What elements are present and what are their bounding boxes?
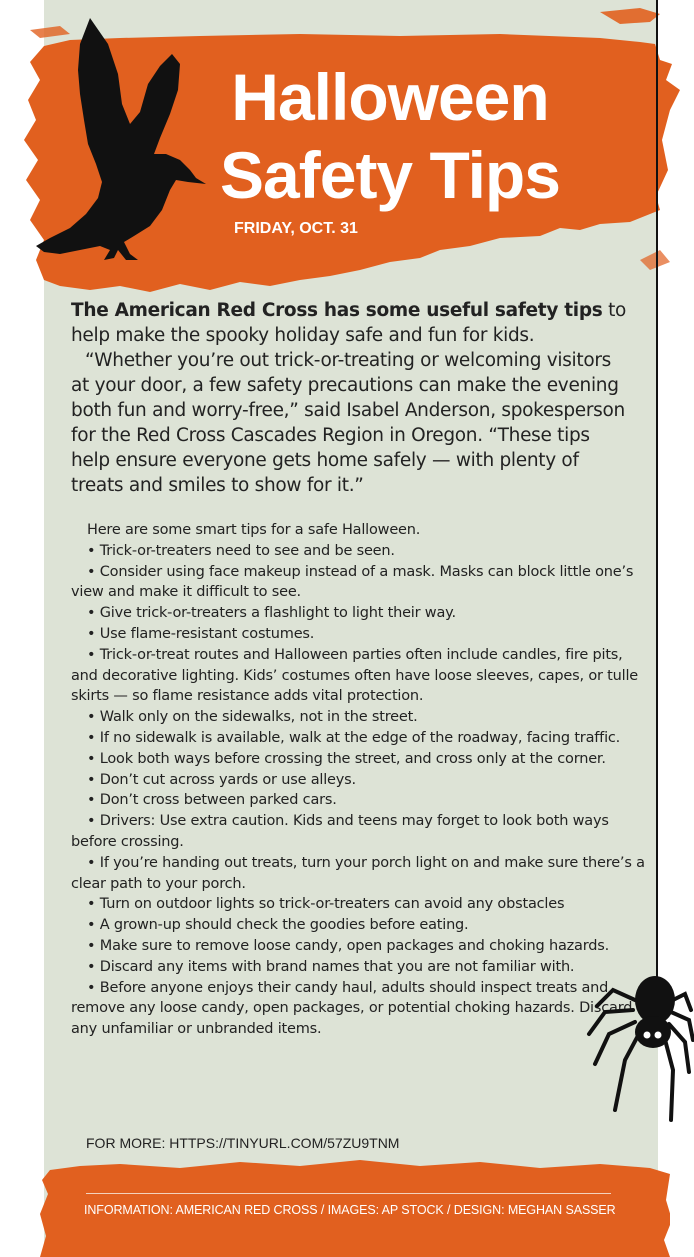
event-date: FRIDAY, OCT. 31 xyxy=(234,220,358,237)
tip-item: • Give trick-or-treaters a flashlight to light their way. xyxy=(87,605,456,622)
tips-heading: Here are some smart tips for a safe Halloween. xyxy=(87,522,421,538)
tip-item: • Use flame-resistant costumes. xyxy=(87,625,315,642)
footer-credits: INFORMATION: AMERICAN RED CROSS / IMAGES: AP STOCK / DESIGN: MEGHAN SASSER xyxy=(84,1203,616,1217)
tip-item: • Walk only on the sidewalks, not in the street. xyxy=(87,709,418,726)
intro-lead-rest: to help make the spooky holiday safe and fun for kids. xyxy=(71,300,627,346)
tip-item: • Don’t cut across yards or use alleys. xyxy=(87,771,356,788)
tip-item: • Look both ways before crossing the street, and cross only at the corner. xyxy=(87,750,606,767)
tip-item: • Turn on outdoor lights so trick-or-treaters can avoid any obstacles xyxy=(87,896,565,913)
intro-quote: “Whether you’re out trick-or-treating or welcoming visitors at your door, a few safety precautions can make the evening both fun and worry-free,” said Isabel Anderson, spokesperson for the Red Cross Cascades Region in Oregon. “These tips help ensure everyone gets home safely — with plenty of treats and smiles to show for it.” xyxy=(71,350,625,496)
title-line-1: Halloween xyxy=(231,60,549,134)
intro-section xyxy=(71,298,631,498)
tip-item: • Make sure to remove loose candy, open packages and choking hazards. xyxy=(87,937,609,954)
tips-list xyxy=(71,520,646,1040)
tip-item: • A grown-up should check the goodies before eating. xyxy=(87,917,469,934)
footer-divider xyxy=(86,1193,611,1194)
tip-item: • Before anyone enjoys their candy haul, adults should inspect treats and remove any loose candy, open packages, or potential choking hazards. Discard any unfamiliar or unbranded items. xyxy=(71,979,633,1038)
tip-item: • If you’re handing out treats, turn your porch light on and make sure there’s a clear path to your porch. xyxy=(71,854,645,892)
title-line-2: Safety Tips xyxy=(220,138,560,212)
tip-item: • Trick-or-treat routes and Halloween parties often include candles, fire pits, and decorative lighting. Kids’ costumes often have loose sleeves, capes, or tulle skirts — so flame resistance adds vital protection. xyxy=(71,646,639,705)
tip-item: • Drivers: Use extra caution. Kids and teens may forget to look both ways before crossing. xyxy=(71,813,609,850)
tip-item: • Discard any items with brand names that you are not familiar with. xyxy=(87,958,575,975)
tip-item: • If no sidewalk is available, walk at the edge of the roadway, facing traffic. xyxy=(87,729,621,746)
intro-lead-bold: The American Red Cross has some useful safety tips xyxy=(71,300,603,321)
tip-item: • Trick-or-treaters need to see and be seen. xyxy=(87,542,395,559)
spider-icon xyxy=(585,960,694,1130)
more-info-link[interactable]: FOR MORE: HTTPS://TINYURL.COM/57ZU9TNM xyxy=(86,1135,400,1151)
tip-item: • Consider using face makeup instead of a mask. Masks can block little one’s view and make it difficult to see. xyxy=(71,563,634,601)
intro-lead xyxy=(71,298,631,348)
spider-thread xyxy=(656,0,658,985)
tip-item: • Don’t cross between parked cars. xyxy=(87,792,337,809)
